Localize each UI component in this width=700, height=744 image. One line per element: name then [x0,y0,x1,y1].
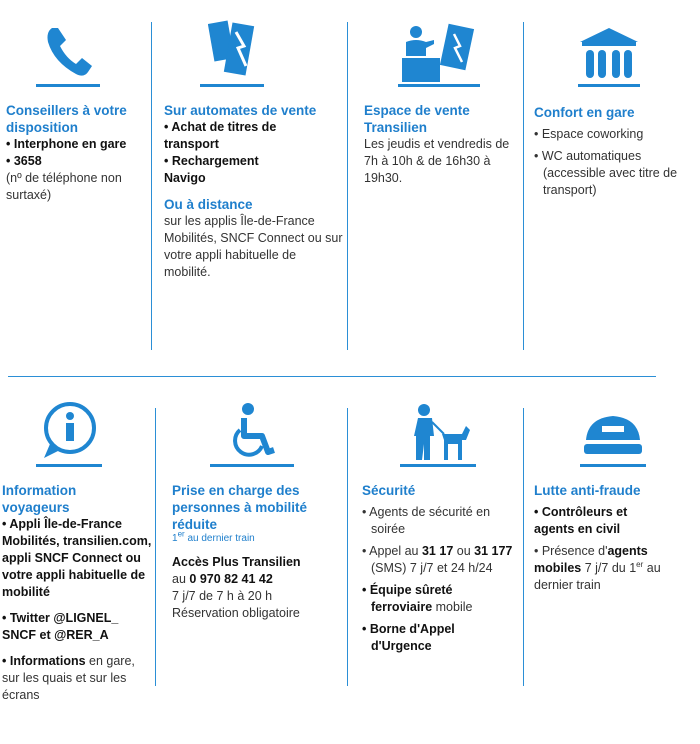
reduced-mobility-title: Prise en charge des personnes à mobilité réduite [172,483,308,532]
agents-last: au dernier train [534,561,661,592]
remote-title: Ou à distance [164,197,253,212]
call-or: ou [453,544,475,558]
phone-icon-underline [36,84,100,87]
info-screens-text: en gare, sur les quais et sur les écrans [2,654,135,702]
remote-text: sur les applis Île-de-France Mobilités, SNCF Connect ou sur votre appli habituelle de mobilité. [164,214,343,279]
wheelchair-underline [210,464,294,467]
security-agents: • Agents de sécurité en soirée [362,505,491,536]
ticket-machine-underline [200,84,264,87]
note-text: au dernier train [184,533,255,544]
acces-plus-hours: 7 j/7 de 7 h à 20 h [172,589,273,603]
advisors-phone: • 3658 [6,154,42,168]
advisors-note: (nº de téléphone non surtaxé) [6,171,122,202]
section-divider [8,376,656,377]
wheelchair-icon [228,402,278,462]
machines-title: Sur automates de vente [164,103,317,118]
divider-bottom-3 [523,408,524,686]
acces-plus-title: Accès Plus Transilien [172,555,301,569]
info-apps: • Appli Île-de-France Mobilités, transilien.com, appli SNCF Connect ou votre appli habituelle de mobilité [2,517,152,599]
station-building-icon [578,26,640,82]
agents-prefix: • Présence d' [534,544,608,558]
call-number-1: 31 17 [421,544,454,558]
call-number-2: 31 177 [474,544,513,558]
info-screens [2,653,154,704]
security-column [362,482,514,655]
acces-plus-reservation: Réservation obligatoire [172,606,300,620]
security-underline [400,464,476,467]
divider-bottom-1 [155,408,156,686]
machines-tickets: • Achat de titres de transport [164,120,277,151]
anti-fraud-controllers: • Contrôleurs et agents en civil [534,505,628,536]
agents-days: 7 j/7 du 1 [581,561,637,575]
sales-column [364,102,516,187]
team-bold: • Équipe sûreté ferroviaire [362,583,453,614]
info-icon [36,400,104,462]
machines-navigo: • Rechargement Navigo [164,154,259,185]
phone-prefix: au [172,572,190,586]
info-icon-underline [36,464,102,467]
team-text: mobile [432,600,473,614]
security-dog-icon [410,404,470,462]
anti-fraud-underline [580,464,646,467]
agents-bold: agents mobiles [534,544,648,575]
ticket-machine-icon [208,20,256,84]
info-title: Information voyageurs [2,483,77,515]
info-twitter: • Twitter @LIGNEL_ SNCF et @RER_A [2,611,119,642]
reduced-mobility-column [172,482,344,622]
phone-number: 0 970 82 41 42 [189,572,273,586]
security-team [362,582,514,616]
divider-top-2 [347,22,348,350]
comfort-column [534,104,684,199]
note-sup: er [177,529,185,539]
comfort-wc: • WC automatiques (accessible avec titre de transport) [534,149,678,197]
security-emergency: • Borne d'Appel d'Urgence [362,622,455,653]
advisors-column [6,102,146,204]
comfort-coworking: • Espace coworking [534,127,644,141]
ticket-counter-icon [400,20,480,84]
call-hours: (SMS) 7 j/7 et 24 h/24 [371,561,493,575]
station-building-underline [578,84,640,87]
security-call [362,543,514,577]
ticket-inspector-icon [580,410,646,460]
divider-bottom-2 [347,408,348,686]
reduced-mobility-note [172,529,344,545]
machines-column [164,102,344,281]
divider-top-1 [151,22,152,350]
divider-top-3 [523,22,524,350]
anti-fraud-agents [534,543,684,594]
advisors-title: Conseillers à votre disposition [6,103,127,135]
advisors-intercom: • Interphone en gare [6,137,127,151]
info-column [2,482,154,704]
call-prefix: • Appel au [362,544,422,558]
anti-fraud-column [534,482,684,594]
phone-icon [40,22,100,82]
sales-title: Espace de vente Transilien [364,103,470,135]
anti-fraud-title: Lutte anti-fraude [534,483,641,498]
info-screens-bold: • Informations [2,654,86,668]
agents-sup: er [636,559,644,569]
sales-hours: Les jeudis et vendredis de 7h à 10h & de 16h30 à 19h30. [364,137,510,185]
note-number: 1 [172,533,178,544]
acces-plus-phone [172,571,344,588]
comfort-title: Confort en gare [534,105,635,120]
ticket-counter-underline [398,84,480,87]
security-title: Sécurité [362,483,416,498]
